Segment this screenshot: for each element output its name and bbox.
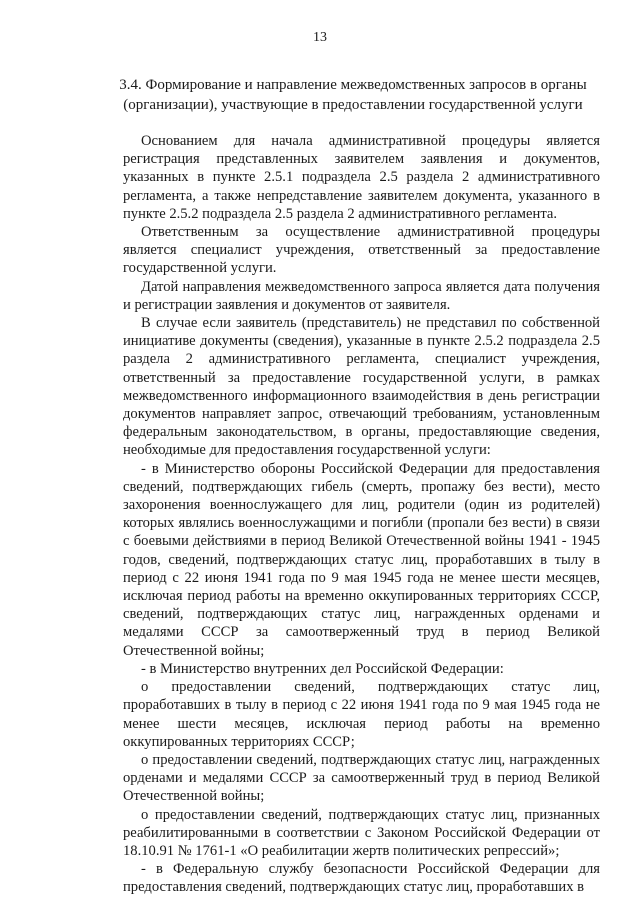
paragraph-ministry-defense: - в Министерство обороны Российской Федерации для предоставления сведений, подтверждающих гибель (смерть, пропажу без вести), место захоронения военнослужащего для лиц, родители (один из родителей) которых являлись военнослужащими и погибли (пропали без вести) в связи с боевыми действиями в период Великой Отечественной войны 1941 - 1945 годов, сведений, подтверждающих статус лиц, проработавших в тылу в период с 22 июня 1941 года по 9 мая 1945 года не менее шести месяцев, исключая период работы на временно оккупированных территориях СССР, сведений, подтверждающих статус лиц, награжденных орденами и медалями СССР за самоотверженный труд в период Великой Отечественной войны;: [123, 460, 600, 659]
paragraph-request-conditions: В случае если заявитель (представитель) не представил по собственной инициативе документы (сведения), указанные в пункте 2.5.2 подраздела 2.5 раздела 2 административного регламента, специалист учреждения, ответственный за предоставление государственной услуги, в рамках межведомственного информационного взаимодействия в день регистрации документов направляет запрос, отвечающий требованиям, установленным федеральным законодательством, в органы, предоставляющие сведения, необходимые для предоставления государственной услуги:: [123, 315, 600, 459]
document-body: [123, 132, 600, 897]
page-number: 13: [313, 30, 327, 45]
paragraph-interior-awards: о предоставлении сведений, подтверждающих статус лиц, награжденных орденами и медалями СССР за самоотверженный труд в период Великой Отечественной войны;: [123, 751, 600, 805]
paragraph-responsible: Ответственным за осуществление административной процедуры является специалист учреждения, ответственный за предоставление государственной услуги.: [123, 224, 600, 277]
paragraph-ministry-interior: - в Министерство внутренних дел Российской Федерации:: [141, 660, 504, 677]
section-heading: 3.4. Формирование и направление межведомственных запросов в органы (организации), участвующие в предоставлении государственной услуги: [119, 77, 587, 113]
paragraph-fsb: - в Федеральную службу безопасности Российской Федерации для предоставления сведений, подтверждающих статус лиц, проработавших в: [123, 861, 600, 896]
paragraph-request-date: Датой направления межведомственного запроса является дата получения и регистрации заявления и документов от заявителя.: [123, 278, 600, 313]
paragraph-interior-home-front: о предоставлении сведений, подтверждающих статус лиц, проработавших в тылу в период с 22 июня 1941 года по 9 мая 1945 года не менее шести месяцев, исключая период работы на временно оккупированных территориях СССР;: [123, 679, 600, 750]
paragraph-interior-rehabilitated: о предоставлении сведений, подтверждающих статус лиц, признанных реабилитированными в соответствии с Законом Российской Федерации от 18.10.91 № 1761-1 «О реабилитации жертв политических репрессий»;: [123, 806, 600, 859]
paragraph-basis: Основанием для начала административной процедуры является регистрация представленных заявителем заявления и документов, указанных в пункте 2.5.1 подраздела 2.5 раздела 2 административного регламента, а также непредставление заявителем документа, указанного в пункте 2.5.2 подраздела 2.5 раздела 2 административного регламента.: [123, 133, 600, 222]
